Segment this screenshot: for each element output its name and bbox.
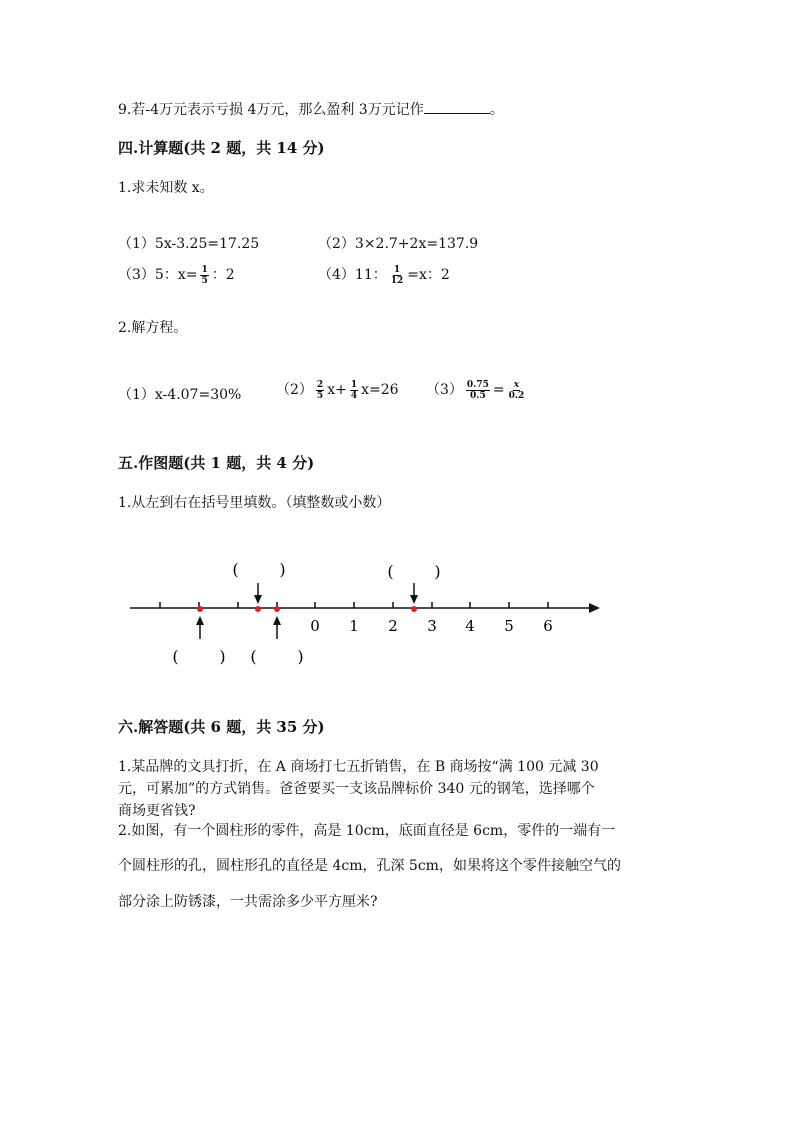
fraction-numerator: 1 bbox=[393, 264, 401, 275]
s6-q1-line-3: 商场更省钱? bbox=[118, 803, 196, 819]
item-4-prefix: （4）11： bbox=[318, 267, 387, 283]
up-arrow-c-head bbox=[273, 616, 281, 625]
s6-q2-line-1: 2.如图，有一个圆柱形的零件，高是 10cm，底面直径是 6cm，零件的一端有一 bbox=[118, 823, 616, 839]
fraction-denominator: 0.2 bbox=[508, 390, 525, 401]
item-middle: x+ bbox=[327, 382, 347, 398]
answer-bracket-b[interactable]: ( ) bbox=[232, 560, 286, 579]
fraction-denominator: 0.5 bbox=[470, 390, 486, 401]
tick-label-3: 3 bbox=[427, 617, 437, 635]
tick-label-4: 4 bbox=[465, 617, 475, 635]
point-a bbox=[197, 606, 203, 612]
section-6-title: 六.解答题(共 6 题，共 35 分) bbox=[118, 718, 325, 736]
fraction-numerator: 1 bbox=[350, 379, 358, 390]
s6-q1-line-2: 元，可累加”的方式销售。爸爸要买一支该品牌标价 340 元的钢笔，选择哪个 bbox=[118, 781, 595, 797]
fraction-numerator: 0.75 bbox=[466, 379, 489, 390]
fraction-numerator: 2 bbox=[316, 379, 324, 390]
point-b bbox=[255, 606, 261, 612]
up-arrow-a-head bbox=[196, 616, 204, 625]
s6-q1-line-1: 1.某品牌的文具打折，在 A 商场打七五折销售，在 B 商场按“满 100 元减 30 bbox=[118, 759, 599, 775]
item-suffix: x=26 bbox=[361, 382, 399, 398]
tick-label-6: 6 bbox=[543, 617, 553, 635]
fraction-denominator: 5 bbox=[316, 390, 324, 401]
fraction-denominator: 5 bbox=[201, 275, 208, 286]
section-4-title: 四.计算题(共 2 题，共 14 分) bbox=[118, 139, 325, 157]
axis-arrow-head bbox=[589, 603, 600, 613]
s6-q2-line-3: 部分涂上防锈漆，一共需涂多少平方厘米? bbox=[118, 894, 378, 910]
answer-bracket-a[interactable]: ( ) bbox=[172, 647, 226, 666]
fraction-numerator: 1 bbox=[201, 264, 208, 275]
fraction-denominator: 4 bbox=[350, 390, 358, 401]
tick-label-2: 2 bbox=[388, 617, 398, 635]
tick-label-0: 0 bbox=[310, 617, 320, 635]
s4-q1-item-1: （1）5x-3.25=17.25 bbox=[118, 236, 260, 252]
s4-question-1-title: 1.求未知数 x。 bbox=[118, 180, 214, 196]
s4-question-2-title: 2.解方程。 bbox=[118, 320, 188, 336]
s5-question-1-title: 1.从左到右在括号里填数。（填整数或小数） bbox=[118, 495, 391, 511]
question-9-text: 9.若-4万元表示亏损 4万元，那么盈利 3万元记作 bbox=[118, 102, 424, 118]
s4-q1-item-2: （2）3×2.7+2x=137.9 bbox=[318, 236, 479, 252]
fraction-denominator: 12 bbox=[390, 275, 404, 286]
item-4-suffix: =x：2 bbox=[407, 267, 450, 283]
s4-q2-item-1: （1）x-4.07=30% bbox=[118, 387, 242, 403]
down-arrow-b-head bbox=[254, 595, 262, 604]
answer-bracket-c[interactable]: ( ) bbox=[250, 647, 304, 666]
item-prefix: （3） bbox=[426, 382, 463, 398]
point-d bbox=[411, 606, 417, 612]
s6-q2-line-2: 个圆柱形的孔，圆柱形孔的直径是 4cm，孔深 5cm，如果将这个零件接触空气的 bbox=[118, 858, 621, 874]
item-prefix: （2） bbox=[276, 382, 313, 398]
tick-label-5: 5 bbox=[504, 617, 514, 635]
item-3-suffix: ：2 bbox=[211, 267, 235, 283]
question-9-suffix: 。 bbox=[489, 102, 504, 118]
point-c bbox=[274, 606, 280, 612]
section-5-title: 五.作图题(共 1 题，共 4 分) bbox=[118, 454, 315, 472]
down-arrow-d-head bbox=[410, 595, 418, 604]
equals-sign: = bbox=[492, 382, 505, 398]
tick-marks bbox=[160, 602, 548, 608]
tick-label-1: 1 bbox=[349, 617, 359, 635]
fraction-numerator: x bbox=[513, 379, 520, 390]
item-3-prefix: （3）5：x= bbox=[118, 267, 198, 283]
answer-bracket-d[interactable]: ( ) bbox=[387, 562, 441, 581]
